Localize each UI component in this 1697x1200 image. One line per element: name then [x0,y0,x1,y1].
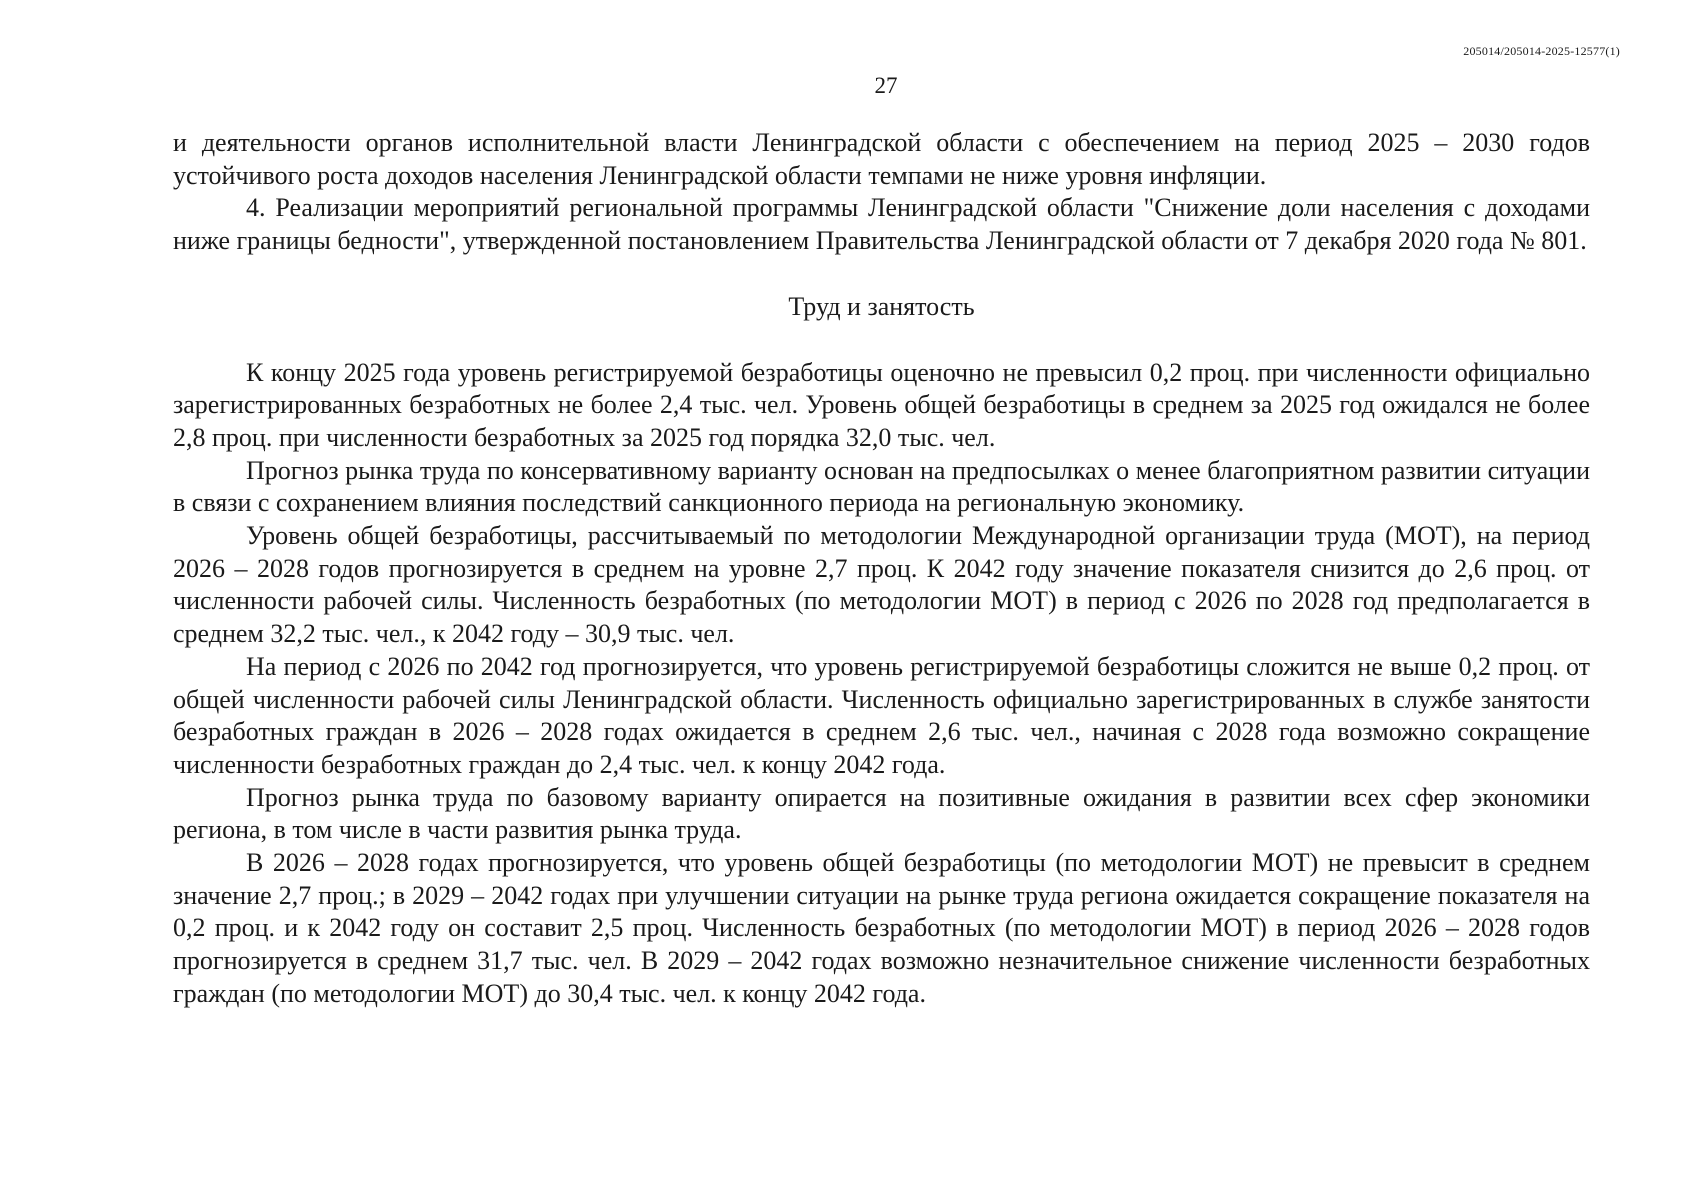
paragraph: Уровень общей безработицы, рассчитываемый по методологии Международной организации труда (МОТ), на период 2026 – 2028 годов прогнозируется в среднем на уровне 2,7 проц. К 2042 году значение показателя снизится до 2,6 проц. от численности рабочей силы. Численность безработных (по методологии МОТ) в период с 2026 по 2028 год предполагается в среднем 32,2 тыс. чел., к 2042 году – 30,9 тыс. чел. [173,521,1590,649]
paragraph: Прогноз рынка труда по базовому варианту опирается на позитивные ожидания в развитии всех сфер экономики региона, в том числе в части развития рынка труда. [173,782,1590,845]
paragraph: На период с 2026 по 2042 год прогнозируется, что уровень регистрируемой безработицы сложится не выше 0,2 проц. от общей численности рабочей силы Ленинградской области. Численность официально зарегистрированных в службе занятости безработных граждан в 2026 – 2028 годах ожидается в среднем 2,6 тыс. чел., начиная с 2028 года возможно сокращение численности безработных граждан до 2,4 тыс. чел. к концу 2042 года. [173,651,1590,779]
page-number: 27 [874,73,898,98]
paragraph-continuation: и деятельности органов исполнительной власти Ленинградской области с обеспечением на период 2025 – 2030 годов устойчивого роста доходов населения Ленинградской области темпами не ниже уровня инфляции. [173,128,1590,190]
paragraph-item-4: 4. Реализации мероприятий региональной программы Ленинградской области "Снижение доли населения с доходами ниже границы бедности", утвержденной постановлением Правительства Ленинградской области от 7 декабря 2020 года № 801. [173,193,1590,256]
paragraph: Прогноз рынка труда по консервативному варианту основан на предпосылках о менее благоприятном развитии ситуации в связи с сохранением влияния последствий санкционного периода на региональную экономику. [173,455,1590,518]
paragraph: К концу 2025 года уровень регистрируемой безработицы оценочно не превысил 0,2 проц. при численности официально зарегистрированных безработных не более 2,4 тыс. чел. Уровень общей безработицы в среднем за 2025 год ожидался не более 2,8 проц. при численности безработных за 2025 год порядка 32,0 тыс. чел. [173,357,1590,452]
paragraph: В 2026 – 2028 годах прогнозируется, что уровень общей безработицы (по методологии МОТ) не превысит в среднем значение 2,7 проц.; в 2029 – 2042 годах при улучшении ситуации на рынке труда региона ожидается сокращение показателя на 0,2 проц. и к 2042 году он составит 2,5 проц. Численность безработных (по методологии МОТ) в период 2026 – 2028 годов прогнозируется в среднем 31,7 тыс. чел. В 2029 – 2042 годах возможно незначительное снижение численности безработных граждан (по методологии МОТ) до 30,4 тыс. чел. к концу 2042 года. [173,848,1590,1008]
document-id: 205014/205014-2025-12577(1) [1463,44,1620,58]
document-body [173,127,1590,1011]
section-heading: Труд и занятость [788,291,975,321]
